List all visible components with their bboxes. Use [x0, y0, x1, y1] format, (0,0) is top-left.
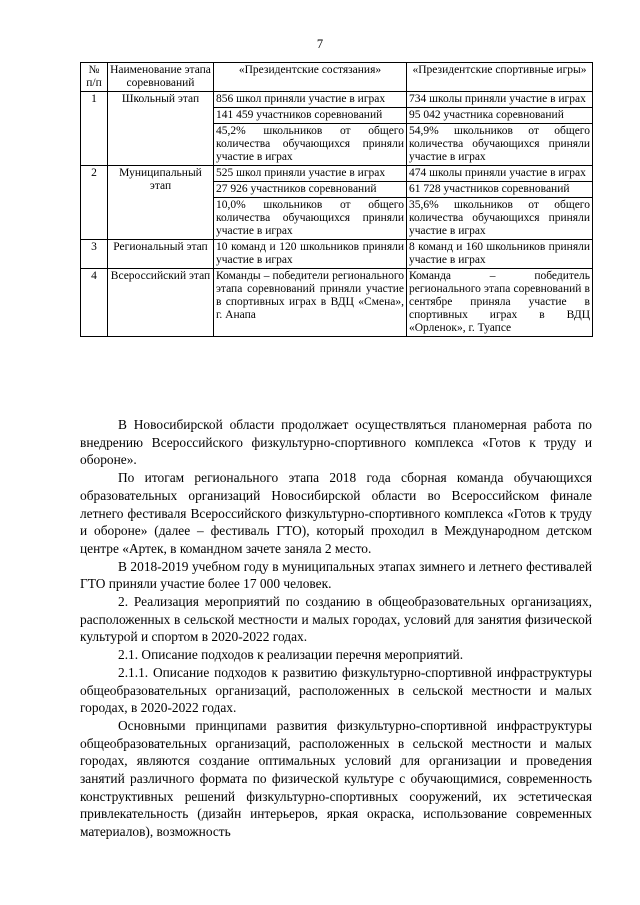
table-row [81, 166, 593, 182]
row-number: 1 [81, 92, 108, 166]
row-number: 4 [81, 269, 108, 337]
stage-name: Всероссийский этап [108, 269, 214, 337]
contests-cell: Команды – победители регионального этапа соревнований приняли участие в спортивных играх в ВДЦ «Смена», г. Анапа [214, 269, 407, 337]
header-number: № п/п [81, 63, 108, 92]
games-cell: 35,6% школьников от общего количества обучающихся приняли участие в играх [407, 198, 593, 240]
table-row [81, 92, 593, 108]
contests-cell: 10 команд и 120 школьников приняли участие в играх [214, 240, 407, 269]
contests-cell: 45,2% школьников от общего количества обучающихся приняли участие в играх [214, 124, 407, 166]
table-row [81, 269, 593, 337]
paragraph-gto-festival-results: По итогам регионального этапа 2018 года сборная команда обучающихся образовательных организаций Новосибирской области во Всероссийском финале летнего фестиваля Всероссийского физкультурно-спортивного комплекса «Готов к труду и обороне» (далее – фестиваль ГТО), который проходил в Международном детском центре «Артек, в командном зачете заняла 2 место. [80, 470, 592, 556]
contests-cell: 856 школ приняли участие в играх [214, 92, 407, 108]
games-cell: Команда – победитель регионального этапа соревнований в сентябре приняла участие в спортивных играх в ВДЦ «Орленок», г. Туапсе [407, 269, 593, 337]
games-cell: 61 728 участников соревнований [407, 182, 593, 198]
games-cell: 8 команд и 160 школьников приняли участие в играх [407, 240, 593, 269]
contests-cell: 10,0% школьников от общего количества обучающихся приняли участие в играх [214, 198, 407, 240]
games-cell: 54,9% школьников от общего количества обучающихся приняли участие в играх [407, 124, 593, 166]
paragraph-gto-municipal-stages: В 2018-2019 учебном году в муниципальных этапах зимнего и летнего фестивалей ГТО приняли участие более 17 000 человек. [80, 558, 592, 592]
row-number: 2 [81, 166, 108, 240]
competition-stages-table [80, 62, 593, 337]
section-heading-2: 2. Реализация мероприятий по созданию в общеобразовательных организациях, расположенных в сельской местности и малых городах, условий для занятия физической культурой и спортом в 2020-2022 годах. [80, 594, 592, 645]
page-number: 7 [316, 37, 324, 51]
games-cell: 734 школы приняли участие в играх [407, 92, 593, 108]
body-text [80, 416, 592, 841]
games-cell: 474 школы приняли участие в играх [407, 166, 593, 182]
paragraph-infrastructure-principles: Основными принципами развития физкультурно-спортивной инфраструктуры общеобразовательных организаций, расположенных в сельской местности и малых городах, являются создание оптимальных условий для организации и проведения занятий различного формата по физической культуре с обучающимися, современность конструктивных решений физкультурно-спортивных сооружений, их эстетическая привлекательность (дизайн интерьеров, яркая окраска, использование современных материалов), возможность [80, 717, 592, 840]
header-stage: Наименование этапа соревнований [108, 63, 214, 92]
contests-cell: 141 459 участников соревнований [214, 108, 407, 124]
table-row [81, 240, 593, 269]
games-cell: 95 042 участника соревнований [407, 108, 593, 124]
stage-name: Муниципальный этап [108, 166, 214, 240]
table-header-row [81, 63, 593, 92]
stage-name: Школьный этап [108, 92, 214, 166]
stage-name: Региональный этап [108, 240, 214, 269]
contests-cell: 27 926 участников соревнований [214, 182, 407, 198]
paragraph-gto-introduction: В Новосибирской области продолжает осуществляться планомерная работа по внедрению Всероссийского физкультурно-спортивного комплекса «Готов к труду и обороне». [80, 417, 592, 468]
section-heading-2-1-1: 2.1.1. Описание подходов к развитию физкультурно-спортивной инфраструктуры общеобразовательных организаций, расположенных в сельской местности и малых городах, в 2020-2022 годах. [80, 664, 592, 716]
section-heading-2-1: 2.1. Описание подходов к реализации перечня мероприятий. [118, 647, 464, 663]
header-presidential-contests: «Президентские состязания» [214, 63, 407, 92]
header-presidential-games: «Президентские спортивные игры» [407, 63, 593, 92]
contests-cell: 525 школ приняли участие в играх [214, 166, 407, 182]
row-number: 3 [81, 240, 108, 269]
